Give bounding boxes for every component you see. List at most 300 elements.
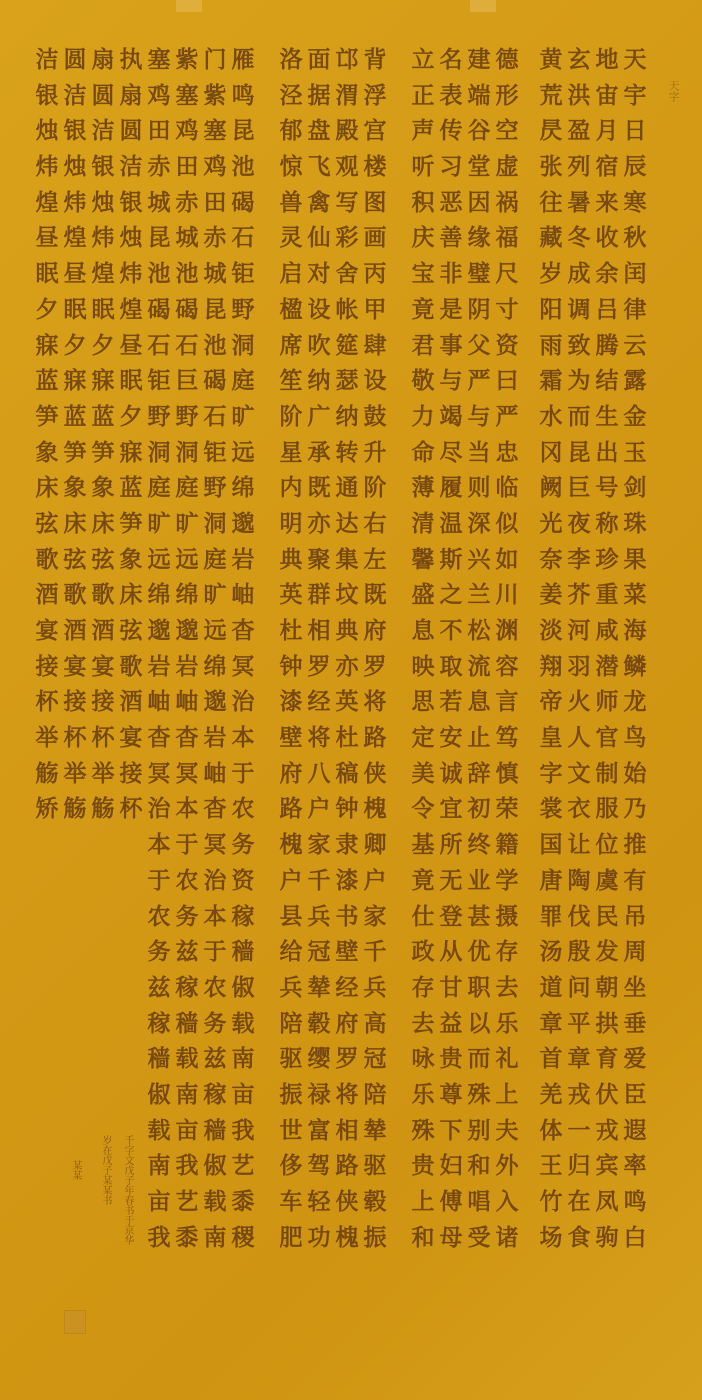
character: 昼	[119, 331, 143, 359]
character: 尊	[439, 1080, 463, 1108]
character: 礼	[495, 1045, 519, 1073]
character: 洞	[203, 509, 227, 537]
character: 设	[363, 367, 387, 395]
character: 纳	[335, 402, 359, 430]
character: 我	[231, 1116, 255, 1144]
character: 盘	[307, 117, 331, 145]
character: 载	[203, 1188, 227, 1215]
character: 习	[439, 153, 463, 181]
character: 给	[279, 938, 303, 966]
character: 荣	[495, 795, 519, 823]
character: 肥	[279, 1223, 303, 1251]
character: 富	[307, 1116, 331, 1144]
character: 律	[623, 295, 647, 323]
character: 籍	[495, 831, 519, 859]
character: 渊	[495, 617, 519, 644]
character: 父	[467, 331, 491, 359]
character: 遐	[623, 1116, 647, 1144]
character: 垂	[623, 1009, 647, 1037]
character: 宙	[595, 81, 619, 109]
character: 映	[411, 652, 435, 680]
character: 听	[411, 153, 435, 181]
character: 让	[567, 831, 591, 859]
character: 务	[147, 938, 171, 966]
character: 田	[175, 153, 199, 181]
character: 执	[119, 46, 143, 73]
character: 竹	[539, 1188, 563, 1215]
character: 当	[467, 438, 491, 466]
character: 重	[595, 581, 619, 609]
character: 野	[175, 402, 199, 430]
character: 育	[595, 1045, 619, 1073]
character: 载	[231, 1009, 255, 1037]
character: 龙	[623, 688, 647, 716]
character: 霜	[539, 367, 563, 395]
character: 寐	[63, 367, 87, 395]
character: 银	[91, 153, 115, 181]
character: 水	[539, 402, 563, 430]
text-column-18	[88, 42, 118, 827]
character: 殿	[335, 117, 359, 145]
character: 通	[335, 474, 359, 502]
character: 学	[495, 866, 519, 894]
character: 毂	[307, 1009, 331, 1037]
character: 聚	[307, 545, 331, 573]
character: 章	[539, 1009, 563, 1037]
signature-column-3	[66, 1160, 84, 1180]
character: 酒	[91, 617, 115, 644]
character: 千	[363, 938, 387, 966]
character: 床	[119, 581, 143, 609]
text-column-9	[360, 42, 390, 1255]
character: 唐	[539, 866, 563, 894]
character: 入	[495, 1188, 519, 1215]
character: 寐	[91, 367, 115, 395]
character: 翔	[539, 652, 563, 680]
character: 余	[595, 260, 619, 288]
text-column-8	[408, 42, 438, 1255]
character: 野	[147, 402, 171, 430]
character: 禄	[307, 1080, 331, 1108]
character: 肆	[363, 331, 387, 359]
character: 觞	[35, 759, 59, 787]
character: 寐	[119, 438, 143, 466]
character: 我	[175, 1152, 199, 1180]
text-column-6	[464, 42, 494, 1255]
signature-text-3: 某某	[70, 1160, 81, 1180]
character: 拱	[595, 1009, 619, 1037]
character: 门	[203, 46, 227, 73]
character: 城	[203, 260, 227, 288]
character: 穑	[231, 938, 255, 966]
character: 温	[439, 509, 463, 537]
text-column-2	[592, 42, 622, 1255]
character: 承	[307, 438, 331, 466]
character: 乃	[623, 795, 647, 823]
character: 烛	[63, 153, 87, 181]
character: 将	[307, 724, 331, 752]
character: 穑	[175, 1009, 199, 1037]
character: 本	[175, 795, 199, 823]
character: 岫	[231, 581, 255, 609]
character: 去	[411, 1009, 435, 1037]
character: 左	[363, 545, 387, 573]
character: 银	[63, 117, 87, 145]
character: 右	[363, 509, 387, 537]
character: 举	[35, 724, 59, 752]
character: 绵	[231, 474, 255, 502]
character: 岁	[539, 260, 563, 288]
character: 思	[411, 688, 435, 716]
character: 而	[467, 1045, 491, 1073]
character: 下	[439, 1116, 463, 1144]
character: 兹	[203, 1045, 227, 1073]
character: 冥	[231, 652, 255, 680]
character: 浮	[363, 81, 387, 109]
character: 成	[567, 260, 591, 288]
character: 笋	[35, 402, 59, 430]
character: 南	[147, 1152, 171, 1180]
character: 制	[595, 759, 619, 787]
character: 岫	[175, 688, 199, 716]
character: 罗	[363, 652, 387, 680]
character: 宴	[63, 652, 87, 680]
character: 辞	[467, 759, 491, 787]
character: 洁	[119, 153, 143, 181]
character: 陪	[279, 1009, 303, 1037]
character: 兵	[279, 973, 303, 1001]
character: 伏	[595, 1080, 619, 1108]
character: 城	[147, 188, 171, 216]
character: 接	[35, 652, 59, 680]
character: 于	[175, 831, 199, 859]
character: 吊	[623, 902, 647, 930]
character: 池	[147, 260, 171, 288]
character: 殊	[467, 1080, 491, 1108]
character: 杯	[119, 795, 143, 823]
character: 石	[175, 331, 199, 359]
character: 蓝	[119, 474, 143, 502]
character: 举	[91, 759, 115, 787]
character: 兹	[175, 938, 199, 966]
character: 举	[63, 759, 87, 787]
character: 辰	[623, 153, 647, 181]
character: 酒	[35, 581, 59, 609]
character: 洞	[147, 438, 171, 466]
character: 飞	[307, 153, 331, 181]
character: 竟	[411, 866, 435, 894]
character: 明	[279, 509, 303, 537]
text-column-11	[304, 42, 334, 1255]
character: 菜	[623, 581, 647, 609]
character: 旷	[231, 402, 255, 430]
character: 服	[595, 795, 619, 823]
character: 宫	[363, 117, 387, 145]
character: 府	[363, 617, 387, 644]
character: 侠	[335, 1188, 359, 1215]
character: 仕	[411, 902, 435, 930]
character: 黄	[539, 46, 563, 73]
character: 觞	[63, 795, 87, 823]
character: 鸡	[147, 81, 171, 109]
character: 尽	[439, 438, 463, 466]
character: 张	[539, 153, 563, 181]
signature-column-1	[118, 1135, 136, 1245]
character: 振	[279, 1080, 303, 1108]
character: 洁	[63, 81, 87, 109]
character: 益	[439, 1009, 463, 1037]
character: 经	[307, 688, 331, 716]
character: 建	[467, 46, 491, 73]
character: 寸	[495, 295, 519, 323]
character: 傅	[439, 1188, 463, 1215]
character: 缨	[307, 1045, 331, 1073]
character: 爱	[623, 1045, 647, 1073]
character: 象	[63, 474, 87, 502]
character: 场	[539, 1223, 563, 1251]
character: 于	[231, 759, 255, 787]
character: 钜	[231, 260, 255, 288]
character: 群	[307, 581, 331, 609]
character: 安	[439, 724, 463, 752]
character: 阙	[539, 474, 563, 502]
character: 冥	[203, 831, 227, 859]
character: 绵	[203, 652, 227, 680]
character: 之	[439, 581, 463, 609]
character: 外	[495, 1152, 519, 1180]
character: 以	[467, 1009, 491, 1037]
character: 秋	[623, 224, 647, 252]
character: 烛	[35, 117, 59, 145]
character: 正	[411, 81, 435, 109]
character: 汤	[539, 938, 563, 966]
character: 塞	[147, 46, 171, 73]
character: 似	[495, 509, 519, 537]
character: 杳	[203, 795, 227, 823]
character: 眠	[63, 295, 87, 323]
character: 绵	[175, 581, 199, 609]
character: 俶	[147, 1080, 171, 1108]
character: 衣	[567, 795, 591, 823]
character: 象	[91, 474, 115, 502]
character: 罗	[335, 1045, 359, 1073]
character: 昆	[231, 117, 255, 145]
character: 艺	[231, 1152, 255, 1180]
character: 艺	[175, 1188, 199, 1215]
character: 炜	[119, 260, 143, 288]
character: 池	[175, 260, 199, 288]
character: 城	[175, 224, 199, 252]
character: 紫	[203, 81, 227, 109]
character: 高	[363, 1009, 387, 1037]
character: 鼓	[363, 402, 387, 430]
character: 接	[91, 688, 115, 716]
character: 歌	[35, 545, 59, 573]
character: 碣	[147, 295, 171, 323]
character: 既	[363, 581, 387, 609]
character: 结	[595, 367, 619, 395]
character: 家	[363, 902, 387, 930]
character: 碣	[203, 367, 227, 395]
text-column-15	[172, 42, 202, 1255]
character: 弦	[35, 509, 59, 537]
character: 严	[467, 367, 491, 395]
character: 丙	[363, 260, 387, 288]
character: 字	[539, 759, 563, 787]
character: 邈	[147, 617, 171, 644]
text-column-14	[200, 42, 230, 1255]
character: 美	[411, 759, 435, 787]
character: 侠	[363, 759, 387, 787]
character: 临	[495, 474, 519, 502]
character: 旷	[147, 509, 171, 537]
character: 写	[335, 188, 359, 216]
character: 昼	[35, 224, 59, 252]
character: 驹	[595, 1223, 619, 1251]
character: 归	[567, 1152, 591, 1180]
character: 侈	[279, 1152, 303, 1180]
character: 观	[335, 153, 359, 181]
character: 唱	[467, 1188, 491, 1215]
character: 岫	[147, 688, 171, 716]
character: 鸣	[623, 1188, 647, 1215]
character: 称	[595, 509, 619, 537]
character: 煌	[91, 260, 115, 288]
character: 无	[439, 866, 463, 894]
character: 上	[411, 1188, 435, 1215]
character: 赤	[203, 224, 227, 252]
character: 远	[147, 545, 171, 573]
character: 稼	[231, 902, 255, 930]
character: 职	[467, 973, 491, 1001]
character: 恶	[439, 188, 463, 216]
character: 白	[623, 1223, 647, 1251]
character: 楼	[363, 153, 387, 181]
character: 甚	[467, 902, 491, 930]
character: 杳	[175, 724, 199, 752]
character: 歌	[119, 652, 143, 680]
character: 坟	[335, 581, 359, 609]
character: 宴	[119, 724, 143, 752]
character: 岩	[231, 545, 255, 573]
character: 雁	[231, 46, 255, 73]
seal-stamp	[64, 1310, 86, 1334]
character: 资	[495, 331, 519, 359]
character: 鸣	[231, 81, 255, 109]
character: 岫	[203, 759, 227, 787]
character: 既	[307, 474, 331, 502]
character: 穑	[203, 1116, 227, 1144]
character: 池	[231, 153, 255, 181]
character: 斯	[439, 545, 463, 573]
character: 驾	[307, 1152, 331, 1180]
character: 据	[307, 81, 331, 109]
character: 兴	[467, 545, 491, 573]
character: 俶	[231, 973, 255, 1001]
character: 洁	[91, 117, 115, 145]
character: 奈	[539, 545, 563, 573]
character: 冈	[539, 438, 563, 466]
character: 槐	[363, 795, 387, 823]
character: 昆	[203, 295, 227, 323]
character: 家	[307, 831, 331, 859]
character: 内	[279, 474, 303, 502]
character: 基	[411, 831, 435, 859]
character: 弦	[91, 545, 115, 573]
character: 谷	[467, 117, 491, 145]
character: 臣	[623, 1080, 647, 1108]
character: 亩	[147, 1188, 171, 1215]
character: 南	[203, 1223, 227, 1251]
character: 淡	[539, 617, 563, 644]
character: 文	[567, 759, 591, 787]
character: 昃	[539, 117, 563, 145]
hanging-clip-left	[176, 0, 202, 12]
character: 漆	[335, 866, 359, 894]
character: 隶	[335, 831, 359, 859]
character: 辇	[363, 1116, 387, 1144]
character: 空	[495, 117, 519, 145]
text-column-16	[144, 42, 174, 1255]
header-mark-text: 天字	[667, 80, 680, 102]
character: 为	[567, 367, 591, 395]
character: 虞	[595, 866, 619, 894]
character: 轻	[307, 1188, 331, 1215]
character: 薄	[411, 474, 435, 502]
character: 玉	[623, 438, 647, 466]
character: 舍	[335, 260, 359, 288]
character: 忠	[495, 438, 519, 466]
character: 言	[495, 688, 519, 716]
character: 炜	[91, 224, 115, 252]
character: 泾	[279, 81, 303, 109]
character: 农	[147, 902, 171, 930]
character: 仙	[307, 224, 331, 252]
character: 床	[63, 509, 87, 537]
character: 卿	[363, 831, 387, 859]
character: 地	[595, 46, 619, 73]
character: 慎	[495, 759, 519, 787]
character: 夕	[119, 402, 143, 430]
character: 户	[279, 866, 303, 894]
character: 庭	[147, 474, 171, 502]
character: 设	[307, 295, 331, 323]
character: 羽	[567, 652, 591, 680]
character: 笙	[279, 367, 303, 395]
character: 曰	[495, 367, 519, 395]
character: 竟	[411, 295, 435, 323]
character: 甘	[439, 973, 463, 1001]
character: 功	[307, 1223, 331, 1251]
character: 璧	[467, 260, 491, 288]
character: 车	[279, 1188, 303, 1215]
character: 煌	[35, 188, 59, 216]
character: 息	[467, 688, 491, 716]
character: 池	[203, 331, 227, 359]
character: 善	[439, 224, 463, 252]
character: 令	[411, 795, 435, 823]
character: 我	[147, 1223, 171, 1251]
character: 宴	[91, 652, 115, 680]
character: 稼	[147, 1009, 171, 1037]
character: 接	[63, 688, 87, 716]
character: 堂	[467, 153, 491, 181]
character: 槐	[335, 1223, 359, 1251]
character: 治	[231, 688, 255, 716]
character: 存	[495, 938, 519, 966]
character: 号	[595, 474, 619, 502]
character: 金	[623, 402, 647, 430]
